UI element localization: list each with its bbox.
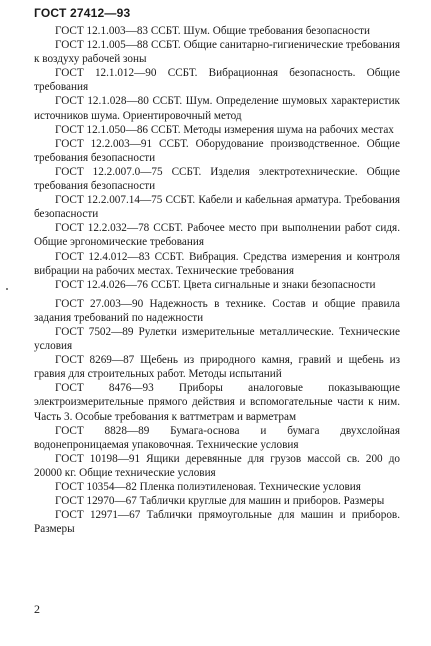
reference-item: ГОСТ 12.4.012—83 ССБТ. Вибрация. Средства измерения и контроля вибрации на рабочих местах. Технические требования bbox=[34, 250, 400, 277]
reference-item: ГОСТ 12.1.012—90 ССБТ. Вибрационная безопасность. Общие требования bbox=[34, 67, 400, 94]
page-header: ГОСТ 27412—93 bbox=[34, 6, 131, 20]
reference-item: ГОСТ 10354—82 Пленка полиэтиленовая. Технические условия bbox=[55, 481, 361, 493]
reference-item: ГОСТ 12.2.003—91 ССБТ. Оборудование производственное. Общие требования безопасности bbox=[34, 137, 400, 164]
reference-item: ГОСТ 12971—67 Таблички прямоугольные для машин и приборов. Размеры bbox=[34, 509, 400, 536]
reference-item: ГОСТ 12.1.005—88 ССБТ. Общие санитарно-гигиенические требования к воздуху рабочей зоны bbox=[34, 39, 400, 66]
page-number: 2 bbox=[34, 602, 40, 616]
reference-item: ГОСТ 27.003—90 Надежность в технике. Состав и общие правила задания требований по надежности bbox=[34, 297, 400, 324]
reference-item: ГОСТ 8828—89 Бумага-основа и бумага двухслойная водонепроницаемая упаковочная. Технические условия bbox=[34, 424, 400, 451]
reference-item: ГОСТ 10198—91 Ящики деревянные для грузов массой св. 200 до 20000 кг. Общие технические условия bbox=[34, 452, 400, 479]
reference-item: ГОСТ 8476—93 Приборы аналоговые показывающие электроизмерительные прямого действия и вспомогательные части к ним. Часть 3. Особые требования к ваттметрам и варметрам bbox=[34, 382, 400, 423]
reference-item: ГОСТ 8269—87 Щебень из природного камня, гравий и щебень из гравия для строительных работ. Методы испытаний bbox=[34, 354, 400, 381]
reference-item: ГОСТ 12.2.007.14—75 ССБТ. Кабели и кабельная арматура. Требования безопасности bbox=[34, 194, 400, 221]
reference-item: ГОСТ 12.4.026—76 ССБТ. Цвета сигнальные и знаки безопасности bbox=[55, 278, 376, 291]
scan-speck bbox=[6, 288, 8, 290]
reference-item: ГОСТ 12.1.003—83 ССБТ. Шум. Общие требования безопасности bbox=[55, 25, 370, 37]
reference-item: ГОСТ 12.1.028—80 ССБТ. Шум. Определение шумовых характеристик источников шума. Ориентировочный метод bbox=[34, 95, 400, 122]
reference-item: ГОСТ 12970—67 Таблички круглые для машин и приборов. Размеры bbox=[55, 495, 385, 508]
reference-item: ГОСТ 12.2.007.0—75 ССБТ. Изделия электротехнические. Общие требования безопасности bbox=[34, 165, 400, 193]
reference-item: ГОСТ 7502—89 Рулетки измерительные металлические. Технические условия bbox=[34, 325, 400, 353]
reference-item: ГОСТ 12.1.050—86 ССБТ. Методы измерения шума на рабочих местах bbox=[55, 123, 394, 136]
reference-list bbox=[34, 24, 400, 536]
reference-item: ГОСТ 12.2.032—78 ССБТ. Рабочее место при выполнении работ сидя. Общие эргономические требования bbox=[34, 222, 400, 249]
